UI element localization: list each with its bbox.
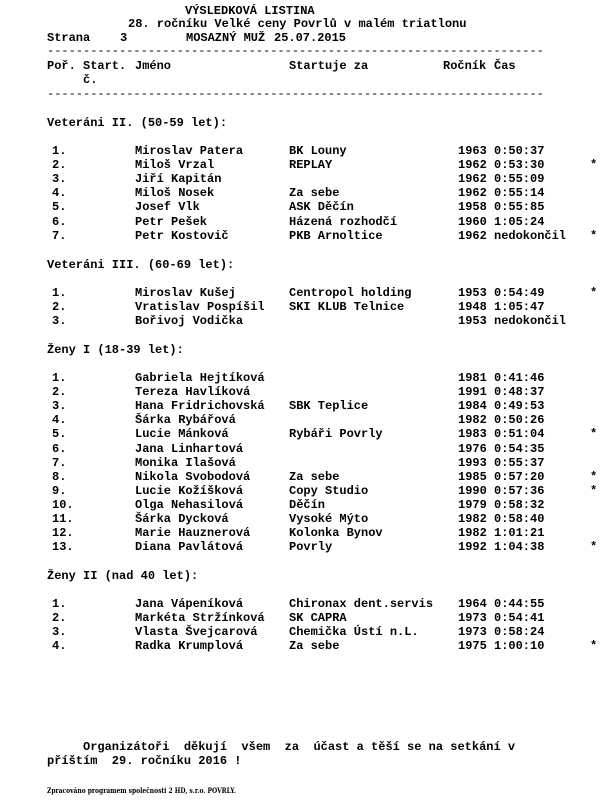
cell-time: 0:48:37: [494, 385, 545, 400]
cell-year: 1975: [458, 639, 487, 654]
cell-mark: *: [590, 228, 598, 243]
column-club: Startuje za: [289, 59, 369, 73]
cell-position: 1.: [52, 286, 67, 300]
page-label: Strana: [47, 31, 91, 45]
cell-time: 0:50:26: [494, 413, 545, 428]
cell-name: Tereza Havlíková: [135, 385, 251, 400]
cell-name: Radka Krumplová: [135, 639, 244, 654]
column-start-cont: č.: [83, 73, 98, 87]
cell-position: 3.: [52, 314, 67, 329]
cell-position: 2.: [52, 385, 67, 400]
cell-mark: *: [590, 286, 598, 300]
cell-year: 1983: [458, 427, 487, 442]
cell-year: 1962: [458, 186, 487, 201]
cell-year: 1982: [458, 512, 487, 526]
cell-time: 0:50:37: [494, 144, 545, 158]
cell-year: 1985: [458, 469, 487, 484]
cell-position: 1.: [52, 597, 67, 611]
cell-year: 1992: [458, 540, 487, 555]
cell-position: 2.: [52, 611, 67, 626]
cell-time: 1:05:47: [494, 300, 545, 315]
closing-line-2: příštím 29. ročníku 2016 !: [47, 754, 242, 768]
cell-club: REPLAY: [289, 158, 333, 173]
cell-time: 0:55:85: [494, 200, 545, 215]
cell-time: 1:01:21: [494, 526, 545, 541]
cell-time: 0:49:53: [494, 399, 545, 414]
cell-club: PKB Arnoltice: [289, 228, 383, 243]
separator-bottom: ---------------------------------------------------------------------: [47, 87, 544, 101]
cell-name: Petr Kostovič: [135, 228, 229, 243]
cell-club: BK Louny: [289, 144, 347, 158]
category-title: MOSAZNÝ MUŽ: [186, 31, 266, 45]
cell-club: Děčín: [289, 497, 326, 512]
cell-time: 0:54:49: [494, 286, 545, 300]
event-date: 25.07.2015: [274, 31, 347, 45]
cell-year: 1984: [458, 399, 487, 414]
cell-name: Miloš Vrzal: [135, 158, 215, 173]
cell-time: 0:58:24: [494, 625, 545, 640]
cell-name: Nikola Svobodová: [135, 469, 251, 484]
cell-year: 1953: [458, 314, 487, 329]
cell-position: 2.: [52, 158, 67, 173]
cell-name: Monika Ilašová: [135, 455, 236, 470]
document-title: VÝSLEDKOVÁ LISTINA: [185, 4, 315, 18]
event-subtitle: 28. ročníku Velké ceny Povrlů v malém triatlonu: [128, 17, 467, 31]
cell-time: 0:54:41: [494, 611, 545, 626]
footer-note: Zpracováno programem společnosti 2 HD, s.r.o. POVRLY.: [47, 786, 236, 795]
cell-position: 8.: [52, 469, 67, 484]
column-start: Start.: [83, 59, 127, 73]
cell-position: 4.: [52, 186, 67, 201]
cell-name: Miloš Nosek: [135, 186, 215, 201]
cell-name: Lucie Kožíšková: [135, 483, 244, 498]
cell-year: 1982: [458, 526, 487, 541]
cell-name: Miroslav Kušej: [135, 286, 236, 300]
cell-position: 3.: [52, 399, 67, 414]
cell-year: 1993: [458, 455, 487, 470]
cell-position: 12.: [52, 526, 74, 541]
cell-position: 10.: [52, 497, 74, 512]
cell-position: 11.: [52, 512, 74, 526]
cell-club: Za sebe: [289, 469, 340, 484]
group-title: Veteráni II. (50-59 let):: [47, 116, 228, 130]
cell-position: 1.: [52, 144, 67, 158]
cell-position: 6.: [52, 441, 67, 456]
cell-position: 9.: [52, 483, 67, 498]
cell-year: 1964: [458, 597, 487, 611]
separator-top: ---------------------------------------------------------------------: [47, 44, 544, 58]
closing-line-1: Organizátoři děkují všem za účast a těší se na setkání v: [83, 740, 516, 754]
cell-position: 4.: [52, 413, 67, 428]
cell-year: 1990: [458, 483, 487, 498]
cell-name: Lucie Mánková: [135, 427, 229, 442]
cell-year: 1948: [458, 300, 487, 315]
cell-time: 0:51:04: [494, 427, 545, 442]
cell-time: 1:05:24: [494, 214, 545, 229]
cell-position: 5.: [52, 427, 67, 442]
cell-mark: *: [590, 483, 598, 498]
cell-club: Chironax dent.servis: [289, 597, 434, 611]
cell-year: 1960: [458, 214, 487, 229]
cell-name: Markéta Stržínková: [135, 611, 265, 626]
group-title: Ženy II (nad 40 let):: [47, 569, 199, 583]
cell-time: 0:57:20: [494, 469, 545, 484]
cell-club: Rybáři Povrly: [289, 427, 383, 442]
cell-time: 0:55:09: [494, 172, 545, 187]
cell-club: Vysoké Mýto: [289, 512, 369, 526]
cell-year: 1962: [458, 228, 487, 243]
cell-name: Vlasta Švejcarová: [135, 625, 258, 640]
cell-club: Povrly: [289, 540, 333, 555]
cell-club: Chemička Ústí n.L.: [289, 625, 419, 640]
cell-year: 1976: [458, 441, 487, 456]
cell-time: 1:04:38: [494, 540, 545, 555]
cell-name: Olga Nehasilová: [135, 497, 244, 512]
group-title: Veteráni III. (60-69 let):: [47, 258, 235, 272]
cell-time: 0:53:30: [494, 158, 545, 173]
column-name: Jméno: [135, 59, 172, 73]
cell-club: SKI KLUB Telnice: [289, 300, 405, 315]
cell-name: Marie Hauznerová: [135, 526, 251, 541]
cell-name: Miroslav Patera: [135, 144, 244, 158]
cell-year: 1979: [458, 497, 487, 512]
cell-position: 7.: [52, 228, 67, 243]
cell-position: 3.: [52, 172, 67, 187]
cell-club: Za sebe: [289, 186, 340, 201]
cell-position: 1.: [52, 371, 67, 385]
cell-name: Petr Pešek: [135, 214, 208, 229]
cell-club: Kolonka Bynov: [289, 526, 383, 541]
cell-club: SBK Teplice: [289, 399, 369, 414]
cell-year: 1973: [458, 625, 487, 640]
cell-name: Šárka Dycková: [135, 512, 229, 526]
cell-year: 1982: [458, 413, 487, 428]
cell-name: Gabriela Hejtíková: [135, 371, 265, 385]
cell-club: ASK Děčín: [289, 200, 354, 215]
cell-time: 1:00:10: [494, 639, 545, 654]
cell-name: Jana Vápeníková: [135, 597, 244, 611]
cell-name: Hana Fridrichovská: [135, 399, 265, 414]
cell-position: 3.: [52, 625, 67, 640]
cell-year: 1981: [458, 371, 487, 385]
page-number: 3: [120, 31, 128, 45]
column-time: Čas: [494, 59, 516, 73]
cell-club: Házená rozhodčí: [289, 214, 398, 229]
cell-position: 7.: [52, 455, 67, 470]
cell-time: nedokončil: [494, 228, 567, 243]
cell-position: 13.: [52, 540, 74, 555]
cell-position: 5.: [52, 200, 67, 215]
cell-name: Vratislav Pospíšil: [135, 300, 265, 315]
cell-year: 1962: [458, 158, 487, 173]
cell-time: 0:55:14: [494, 186, 545, 201]
cell-time: 0:44:55: [494, 597, 545, 611]
cell-club: Za sebe: [289, 639, 340, 654]
cell-position: 2.: [52, 300, 67, 315]
cell-year: 1973: [458, 611, 487, 626]
cell-club: Centropol holding: [289, 286, 412, 300]
cell-mark: *: [590, 427, 598, 442]
cell-year: 1953: [458, 286, 487, 300]
cell-position: 4.: [52, 639, 67, 654]
cell-time: nedokončil: [494, 314, 567, 329]
cell-name: Šárka Rybářová: [135, 413, 236, 428]
cell-time: 0:58:32: [494, 497, 545, 512]
cell-name: Josef Vlk: [135, 200, 200, 215]
cell-time: 0:57:36: [494, 483, 545, 498]
cell-club: SK CAPRA: [289, 611, 347, 626]
cell-mark: *: [590, 158, 598, 173]
column-position: Poř.: [47, 59, 76, 73]
cell-name: Jana Linhartová: [135, 441, 244, 456]
cell-time: 0:54:35: [494, 441, 545, 456]
cell-year: 1962: [458, 172, 487, 187]
cell-time: 0:41:46: [494, 371, 545, 385]
cell-position: 6.: [52, 214, 67, 229]
cell-club: Copy Studio: [289, 483, 369, 498]
cell-time: 0:55:37: [494, 455, 545, 470]
cell-mark: *: [590, 639, 598, 654]
cell-year: 1958: [458, 200, 487, 215]
cell-name: Diana Pavlátová: [135, 540, 244, 555]
cell-mark: *: [590, 469, 598, 484]
cell-mark: *: [590, 540, 598, 555]
column-year: Ročník: [443, 59, 487, 73]
cell-year: 1991: [458, 385, 487, 400]
cell-time: 0:58:40: [494, 512, 545, 526]
group-title: Ženy I (18-39 let):: [47, 343, 184, 357]
cell-name: Jiří Kapitán: [135, 172, 222, 187]
cell-year: 1963: [458, 144, 487, 158]
cell-name: Bořivoj Vodička: [135, 314, 244, 329]
